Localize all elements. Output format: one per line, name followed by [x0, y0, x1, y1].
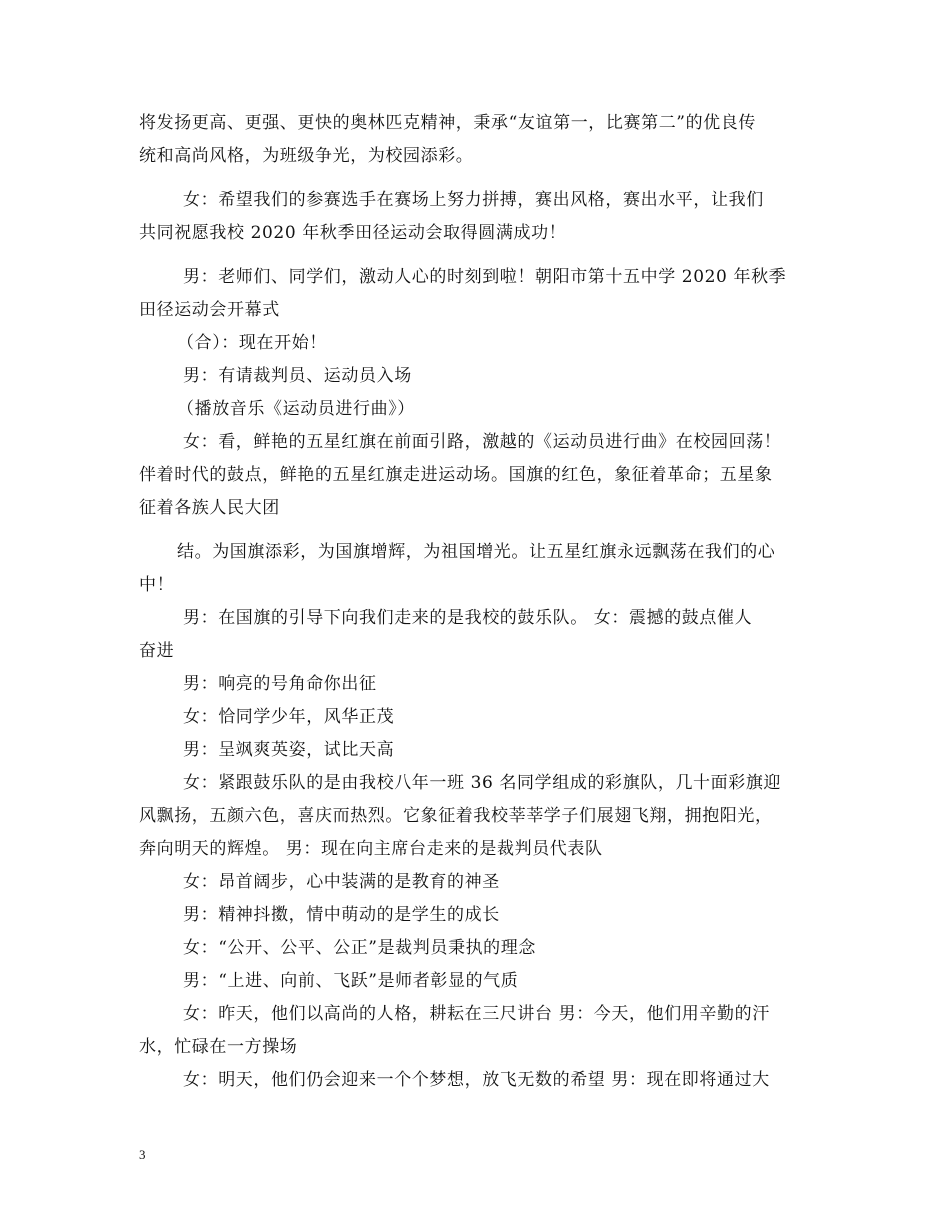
text-line: 男：呈飒爽英姿，试比天高 [183, 740, 395, 760]
text-line: 风飘扬，五颜六色，喜庆而热烈。它象征着我校莘莘学子们展翅飞翔，拥抱阳光， [139, 806, 773, 826]
text-line: （合）：现在开始！ [177, 333, 327, 353]
text-line: 将发扬更高、更强、更快的奥林匹克精神，秉承“友谊第一，比赛第二”的优良传 [139, 113, 756, 133]
text-line: 女：恰同学少年，风华正茂 [183, 707, 395, 727]
text-line: 男：“上进、向前、飞跃”是师者彰显的气质 [183, 971, 519, 991]
text-line: （播放音乐《运动员进行曲》） [177, 399, 415, 419]
text-line: 结。为国旗添彩，为国旗增辉，为祖国增光。让五星红旗永远飘荡在我们的心 [177, 542, 776, 562]
text-line: 伴着时代的鼓点，鲜艳的五星红旗走进运动场。国旗的红色，象征着革命；五星象 [139, 465, 773, 485]
text-line: 女：紧跟鼓乐队的是由我校八年一班 36 名同学组成的彩旗队，几十面彩旗迎 [183, 773, 782, 793]
text-line: 女：昂首阔步，心中装满的是教育的神圣 [183, 872, 500, 892]
text-line: 统和高尚风格，为班级争光，为校园添彩。 [139, 146, 474, 166]
text-line: 女：希望我们的参赛选手在赛场上努力拼搏，赛出风格，赛出水平，让我们 [183, 190, 764, 210]
text-line: 男：在国旗的引导下向我们走来的是我校的鼓乐队。 女：震撼的鼓点催人 [183, 608, 753, 628]
text-line: 女：昨天，他们以高尚的人格，耕耘在三尺讲台 男：今天，他们用辛勤的汗 [183, 1004, 770, 1024]
text-line: 男：响亮的号角命你出征 [183, 674, 377, 694]
text-line: 田径运动会开幕式 [139, 300, 280, 320]
text-line: 男：精神抖擞，情中萌动的是学生的成长 [183, 905, 500, 925]
text-line: 中！ [139, 575, 175, 595]
text-line: 女：“公开、公平、公正”是裁判员秉执的理念 [183, 938, 536, 958]
text-line: 奔向明天的辉煌。 男：现在向主席台走来的是裁判员代表队 [139, 839, 603, 859]
text-line: 水，忙碌在一方操场 [139, 1037, 298, 1057]
text-line: 男：老师们、同学们，激动人心的时刻到啦！朝阳市第十五中学 2020 年秋季 [183, 267, 787, 287]
text-line: 奋进 [139, 641, 175, 661]
text-line: 女：看，鲜艳的五星红旗在前面引路，激越的《运动员进行曲》在校园回荡！ [183, 432, 782, 452]
text-line: 征着各族人民大团 [139, 498, 280, 518]
page-number: 3 [139, 1147, 146, 1162]
text-line: 女：明天，他们仍会迎来一个个梦想，放飞无数的希望 男：现在即将通过大 [183, 1070, 770, 1090]
text-line: 共同祝愿我校 2020 年秋季田径运动会取得圆满成功！ [139, 223, 567, 243]
text-line: 男：有请裁判员、运动员入场 [183, 366, 412, 386]
